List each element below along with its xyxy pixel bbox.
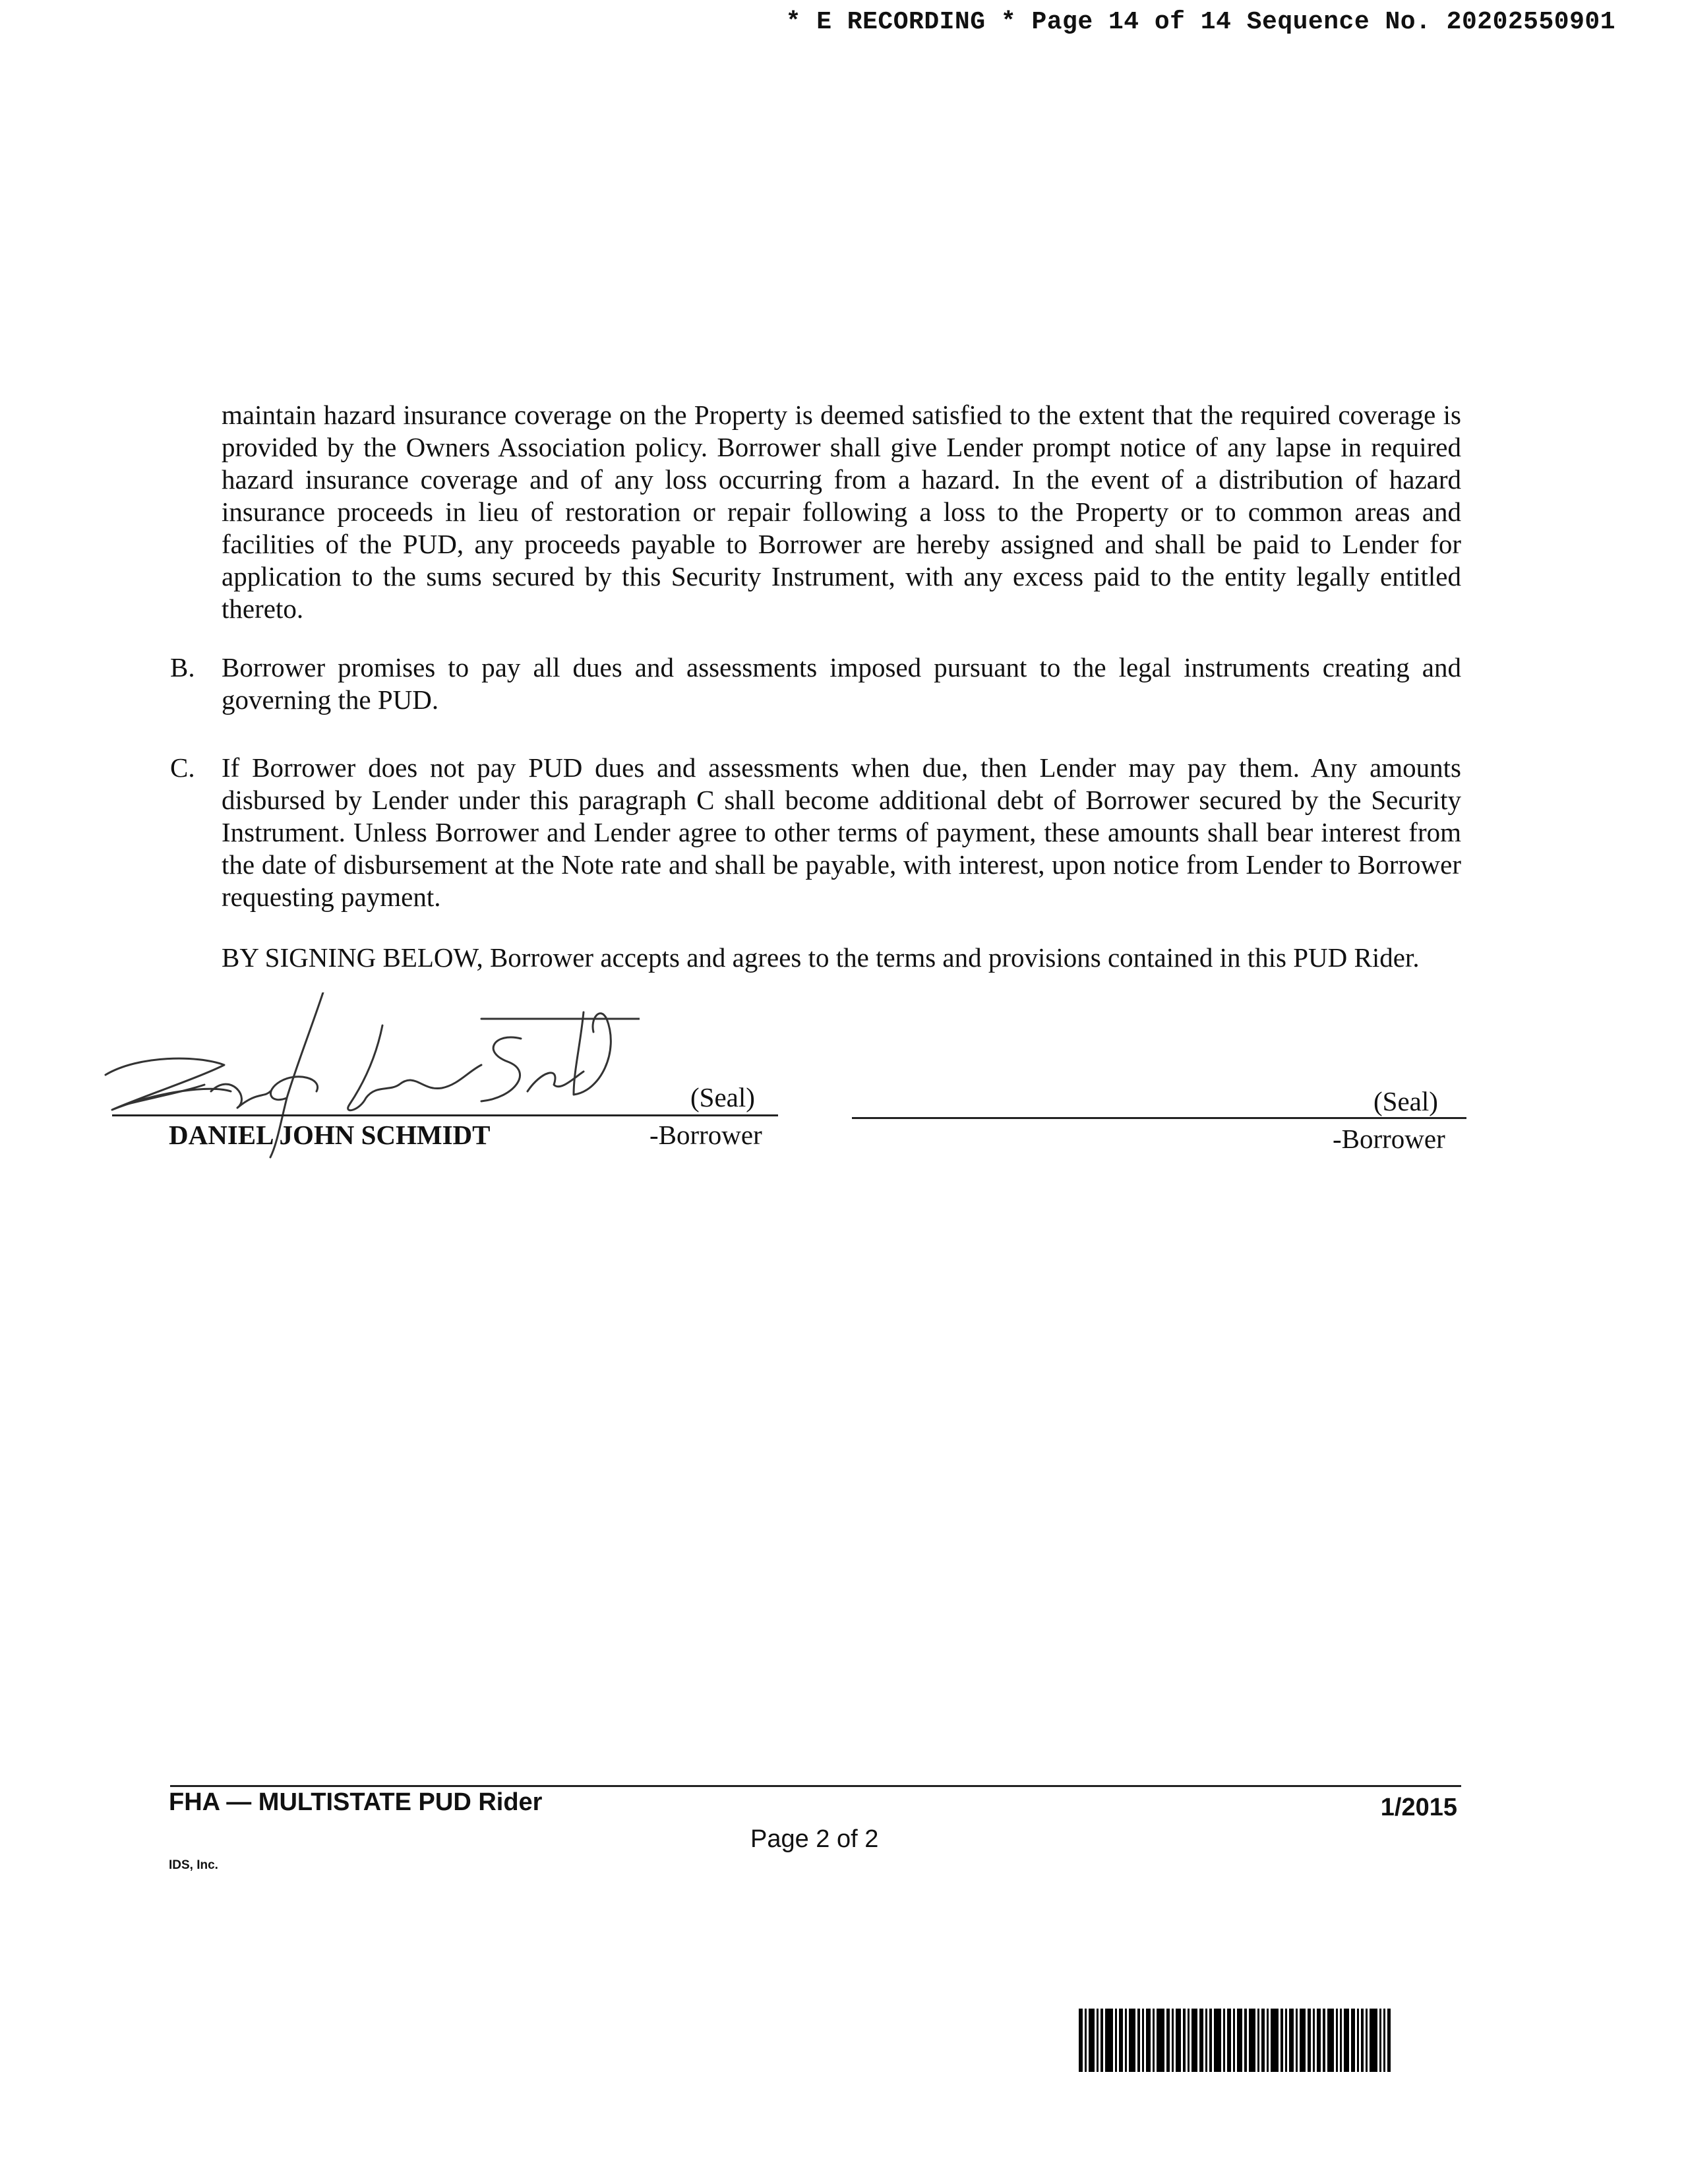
barcode-bar [1323,2009,1325,2072]
barcode-bar [1370,2009,1377,2072]
barcode-bar [1237,2009,1242,2072]
barcode-bar [1214,2009,1221,2072]
seal-label-1: (Seal) [690,1082,755,1112]
paragraph-b [170,652,1461,716]
barcode-bar [1387,2009,1391,2072]
barcode-bar [1119,2009,1123,2072]
barcode-bar [1227,2009,1231,2072]
barcode-bar [1289,2009,1294,2072]
form-name: FHA — MULTISTATE PUD Rider [169,1788,543,1816]
barcode-bar [1166,2009,1170,2072]
barcode-bar [1089,2009,1095,2072]
barcode-bar [1361,2009,1364,2072]
paragraph-b-letter: B. [170,652,195,682]
barcode-bar [1300,2009,1306,2072]
paragraph-b-text: Borrower promises to pay all dues and assessments imposed pursuant to the legal instruments creating and governing the PUD. [222,652,1461,715]
barcode-bar [1244,2009,1247,2072]
barcode-bar [1313,2009,1315,2072]
barcode-bar [1327,2009,1334,2072]
recording-header: * E RECORDING * Page 14 of 14 Sequence No. 20202550901 [785,8,1615,36]
barcode-bar [1261,2009,1265,2072]
barcode-bar [1142,2009,1144,2072]
paragraph-c-text: If Borrower does not pay PUD dues and assessments when due, then Lender may pay them. Any amounts disbursed by Lender under this paragraph C shall become additional debt of Borrower secured by the Security Instrument. Unless Borrower and Lender agree to other terms of payment, these amounts shall bear interest from the date of disbursement at the Note rate and shall be payable, with interest, upon notice from Lender to Borrower requesting payment. [222,752,1461,912]
barcode-bar [1146,2009,1151,2072]
vendor-label: IDS, Inc. [169,1858,218,1872]
barcode-bar [1340,2009,1342,2072]
borrower-role-1: -Borrower [649,1120,762,1150]
barcode-bar [1383,2009,1385,2072]
barcode-bar [1157,2009,1164,2072]
intro-paragraph: maintain hazard insurance coverage on the Property is deemed satisfied to the extent that the required coverage is provided by the Owners Association policy. Borrower shall give Lender prompt notice of any lapse in required hazard insurance coverage and of any loss occurring from a hazard. In the event of a distribution of hazard insurance proceeds in lieu of restoration or repair following a loss to the Property or to common areas and facilities of the PUD, any proceeds payable to Borrower are hereby assigned and shall be paid to Lender for application to the sums secured by this Security Instrument, with any excess paid to the entity legally entitled thereto. [222,400,1461,624]
barcode-bar [1249,2009,1255,2072]
borrower-role-2: -Borrower [1333,1124,1445,1154]
barcode-icon [1079,2009,1553,2072]
page-number: Page 2 of 2 [750,1825,879,1853]
barcode-bar [1233,2009,1235,2072]
borrower-name: DANIEL JOHN SCHMIDT [169,1120,491,1150]
barcode-bar [1205,2009,1207,2072]
barcode-bar [1379,2009,1381,2072]
barcode-bar [1366,2009,1368,2072]
barcode-bar [1199,2009,1203,2072]
barcode-bar [1267,2009,1269,2072]
barcode-bar [1129,2009,1135,2072]
barcode-bar [1100,2009,1103,2072]
barcode-bar [1137,2009,1140,2072]
barcode-bar [1285,2009,1287,2072]
barcode-bar [1257,2009,1259,2072]
signing-statement: BY SIGNING BELOW, Borrower accepts and agrees to the terms and provisions contained in this PUD Rider. [222,942,1420,973]
barcode-bar [1296,2009,1298,2072]
barcode-bar [1271,2009,1279,2072]
form-date: 1/2015 [1380,1794,1457,1821]
seal-label-2: (Seal) [1373,1086,1438,1116]
barcode-bar [1191,2009,1197,2072]
barcode-bar [1317,2009,1321,2072]
barcode-bar [1357,2009,1359,2072]
barcode-bar [1176,2009,1181,2072]
barcode-bar [1281,2009,1283,2072]
footer-rule [170,1785,1461,1787]
paragraph-c-letter: C. [170,752,195,783]
barcode-bar [1105,2009,1113,2072]
barcode-bar [1125,2009,1127,2072]
barcode-bar [1351,2009,1355,2072]
barcode-bar [1085,2009,1087,2072]
barcode-bar [1097,2009,1099,2072]
barcode-bar [1172,2009,1174,2072]
barcode-bar [1153,2009,1155,2072]
barcode-bar [1336,2009,1338,2072]
signature-line-1 [112,1114,778,1116]
barcode-bar [1188,2009,1190,2072]
barcode-bar [1079,2009,1083,2072]
barcode-bar [1209,2009,1212,2072]
barcode-bar [1183,2009,1186,2072]
barcode-bar [1344,2009,1349,2072]
barcode-bar [1115,2009,1117,2072]
barcode-bar [1223,2009,1225,2072]
barcode-bar [1308,2009,1311,2072]
paragraph-c [170,752,1461,913]
